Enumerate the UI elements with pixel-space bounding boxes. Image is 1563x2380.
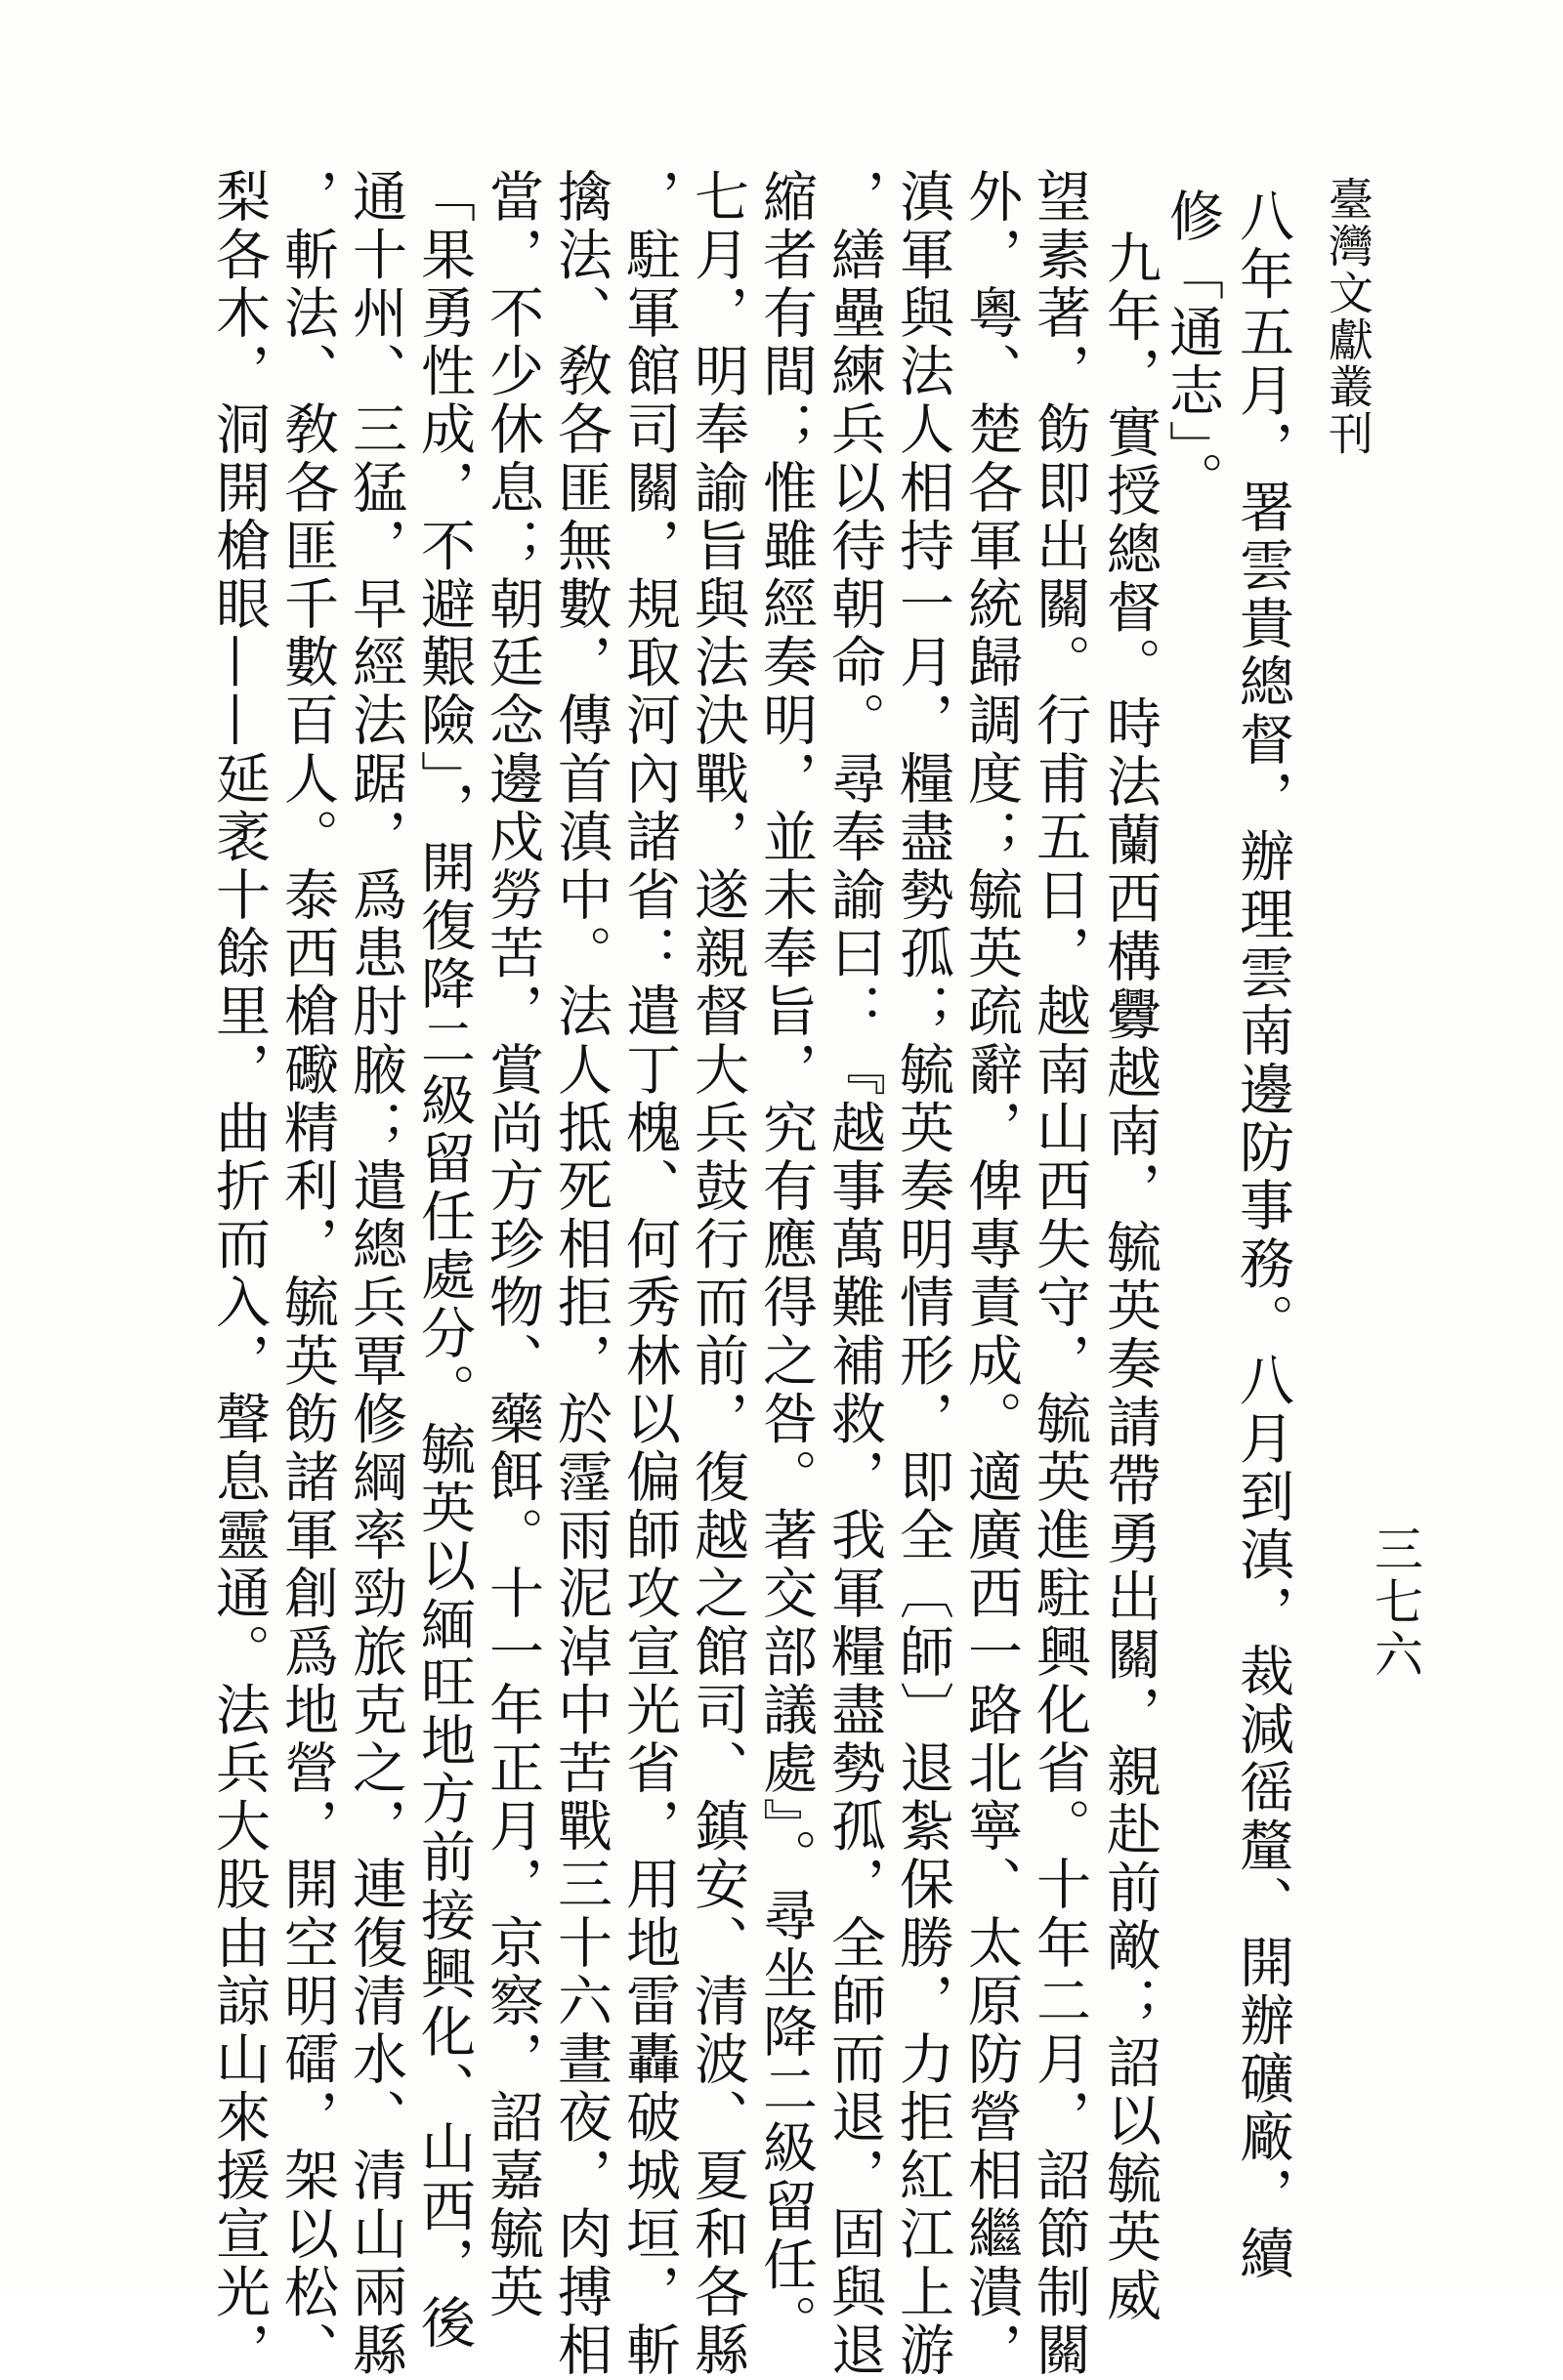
text-column-8: 縮者有間；惟雖經奏明，並未奉旨，究有應得之咎。著交部議處』。尋坐降二級留任。 (754, 168, 818, 2353)
text-column-14: 通十州、三猛，早經法踞，爲患肘腋；遣總兵覃修綱率勁旅克之，連復清水、清山兩縣 (344, 168, 407, 2380)
text-column-6: 滇軍與法人相持一月，糧盡勢孤；毓英奏明情形，即全〔師〕退紮保勝，力拒紅江上游 (891, 168, 954, 2380)
text-column-5: 外，粵、楚各軍統歸調度；毓英疏辭，俾專責成。適廣西一路北寧、太原防營相繼潰， (959, 168, 1023, 2380)
text-column-3: 九年，實授總督。時法蘭西構釁越南，毓英奏請帶勇出關，親赴前敵；詔以毓英威 (1098, 230, 1162, 2325)
text-column-2: 修「通志」。 (1161, 188, 1224, 510)
page-number: 三七六 (1367, 1524, 1423, 1682)
text-column-7: ，繕壘練兵以待朝命。尋奉諭曰：『越事萬難補救，我軍糧盡勢孤，全師而退，固與退 (823, 168, 886, 2380)
text-column-12: 當，不少休息；朝廷念邊戍勞苦，賞尚方珍物、藥餌。十一年正月，京察，詔嘉毓英 (481, 168, 544, 2322)
text-column-15: ，斬法、敎各匪千數百人。泰西槍礮精利，毓英飭諸軍創爲地營，開空明礌，架以松、 (275, 168, 339, 2380)
text-column-9: 七月，明奉諭旨與法決戰，遂親督大兵鼓行而前，復越之館司、鎮安、清波、夏和各縣 (686, 168, 749, 2380)
text-column-13: 「果勇性成，不避艱險」，開復降二級留任處分。毓英以緬旺地方前接興化、山西，後 (412, 168, 476, 2353)
text-column-11: 擒法、敎各匪無數，傳首滇中。法人抵死相拒，於霪雨泥淖中苦戰三十六晝夜，肉搏相 (549, 168, 613, 2380)
text-column-1: 八年五月，署雲貴總督，辦理雲南邊防事務。八月到滇，裁減徭釐、開辦礦廠，續 (1231, 188, 1294, 2283)
series-title: 臺灣文獻叢刊 (1322, 176, 1374, 457)
text-column-10: ，駐軍館司關，規取河內諸省：遣丁槐、何秀林以偏師攻宣光省，用地雷轟破城垣，斬 (617, 168, 681, 2380)
text-column-16: 梨各木，洞開槍眼——延袤十餘里，曲折而入，聲息靈通。法兵大股由諒山來援宣光， (207, 168, 271, 2380)
text-column-4: 望素著，飭即出關。行甫五日，越南山西失守，毓英進駐興化省。十年二月，詔節制關 (1028, 168, 1091, 2380)
